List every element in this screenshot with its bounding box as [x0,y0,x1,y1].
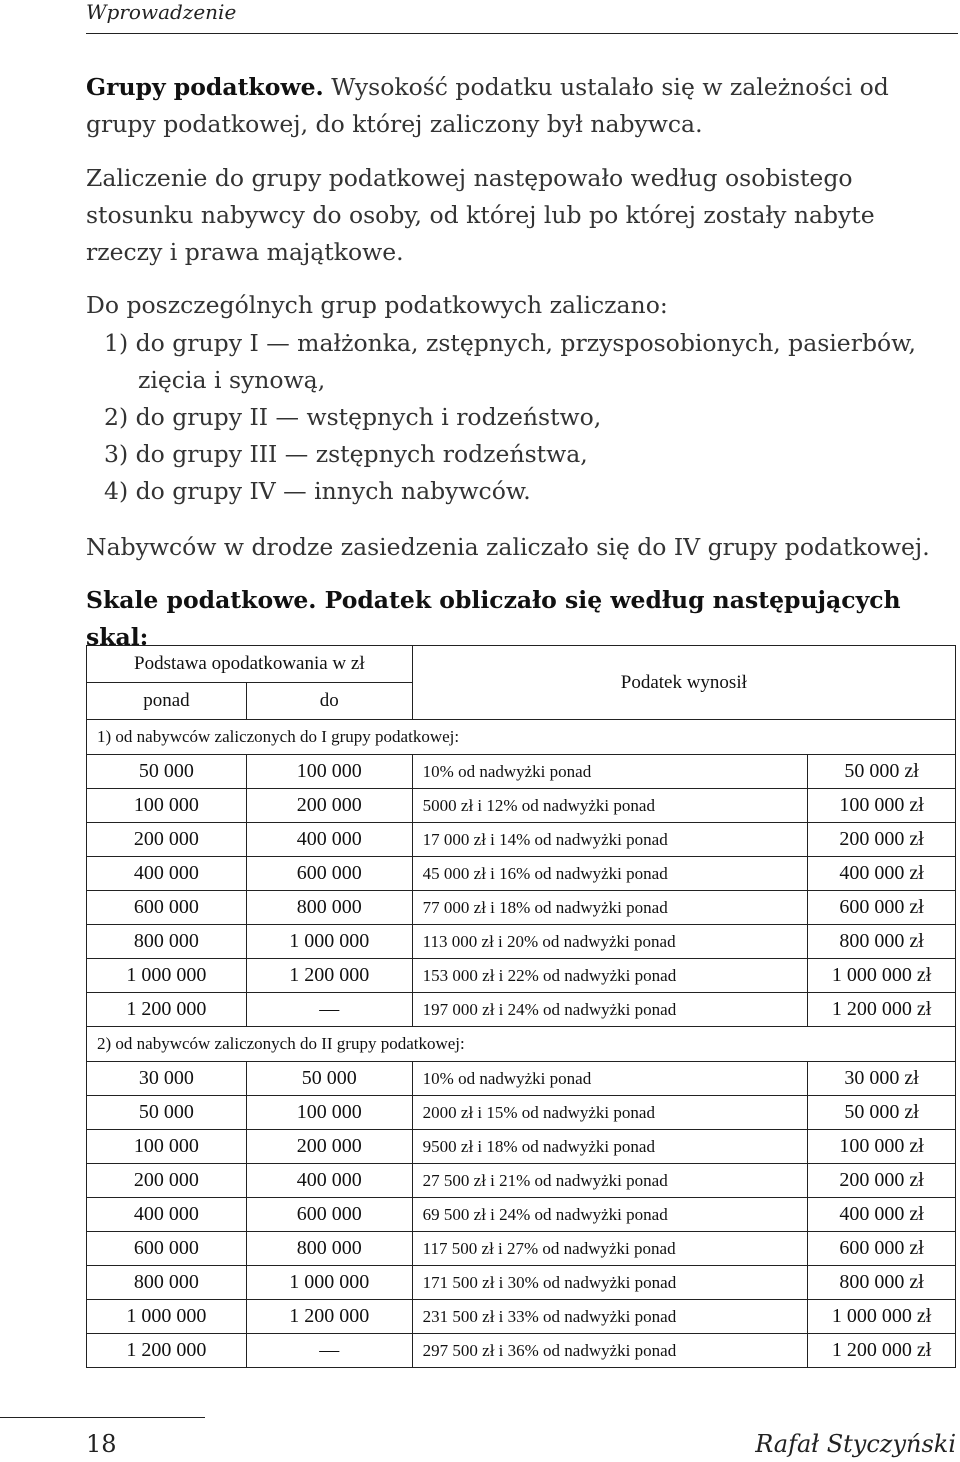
list-item: 1) do grupy I — małżonka, zstępnych, przysposobionych, pasierbów, [104,329,916,357]
table-row [87,857,956,891]
cell-threshold: 600 000 zł [808,1232,956,1266]
cell-tax-formula: 10% od nadwyżki ponad [412,1062,808,1096]
cell-to: — [246,1334,412,1368]
cell-threshold: 100 000 zł [808,1130,956,1164]
cell-threshold: 50 000 zł [808,755,956,789]
list-item: 2) do grupy II — wstępnych i rodzeństwo, [104,403,602,431]
list-item: 3) do grupy III — zstępnych rodzeństwa, [104,440,588,468]
cell-over: 1 200 000 [87,993,247,1027]
cell-to: 600 000 [246,857,412,891]
table-row [87,1232,956,1266]
cell-tax-formula: 153 000 zł i 22% od nadwyżki ponad [412,959,808,993]
cell-threshold: 200 000 zł [808,823,956,857]
footer-rule [0,1417,205,1418]
section-label: 1) od nabywców zaliczonych do I grupy podatkowej: [87,720,956,755]
cell-over: 1 200 000 [87,1334,247,1368]
section-label: 2) od nabywców zaliczonych do II grupy podatkowej: [87,1027,956,1062]
list-item: zięcia i synową, [138,366,326,394]
table-row [87,925,956,959]
cell-tax-formula: 297 500 zł i 36% od nadwyżki ponad [412,1334,808,1368]
cell-tax-formula: 197 000 zł i 24% od nadwyżki ponad [412,993,808,1027]
cell-threshold: 50 000 zł [808,1096,956,1130]
cell-to: 200 000 [246,789,412,823]
header-tax: Podatek wynosił [412,646,955,720]
running-head: Wprowadzenie [86,0,237,24]
cell-over: 50 000 [87,1096,247,1130]
cell-to: — [246,993,412,1027]
cell-to: 100 000 [246,1096,412,1130]
paragraph-assignment: Zaliczenie do grupy podatkowej następowało według osobistego stosunku nabywcy do osoby, od której lub po której zostały nabyte rzeczy i prawa majątkowe. [86,164,875,266]
table-row [87,1096,956,1130]
cell-over: 100 000 [87,789,247,823]
cell-over: 200 000 [87,823,247,857]
header-rule [86,33,958,34]
cell-tax-formula: 69 500 zł i 24% od nadwyżki ponad [412,1198,808,1232]
table-row [87,789,956,823]
cell-over: 400 000 [87,857,247,891]
paragraph-prescription: Nabywców w drodze zasiedzenia zaliczało się do IV grupy podatkowej. [86,533,930,561]
list-item: 4) do grupy IV — innych nabywców. [104,477,531,505]
cell-to: 100 000 [246,755,412,789]
cell-tax-formula: 2000 zł i 15% od nadwyżki ponad [412,1096,808,1130]
cell-to: 400 000 [246,1164,412,1198]
cell-tax-formula: 231 500 zł i 33% od nadwyżki ponad [412,1300,808,1334]
cell-to: 200 000 [246,1130,412,1164]
cell-tax-formula: 10% od nadwyżki ponad [412,755,808,789]
cell-tax-formula: 27 500 zł i 21% od nadwyżki ponad [412,1164,808,1198]
cell-to: 800 000 [246,1232,412,1266]
cell-to: 50 000 [246,1062,412,1096]
cell-to: 1 200 000 [246,1300,412,1334]
cell-tax-formula: 17 000 zł i 14% od nadwyżki ponad [412,823,808,857]
cell-over: 1 000 000 [87,1300,247,1334]
table-row [87,1164,956,1198]
table-row [87,891,956,925]
header-to: do [246,683,412,720]
cell-threshold: 1 000 000 zł [808,959,956,993]
cell-tax-formula: 117 500 zł i 27% od nadwyżki ponad [412,1232,808,1266]
paragraph-text: Wysokość podatku ustalało się w zależności od grupy podatkowej, do której zaliczony był nabywca. [86,73,889,138]
cell-over: 100 000 [87,1130,247,1164]
cell-threshold: 30 000 zł [808,1062,956,1096]
header-over: ponad [87,683,247,720]
cell-tax-formula: 113 000 zł i 20% od nadwyżki ponad [412,925,808,959]
header-base: Podstawa opodatkowania w zł [87,646,413,683]
table-row [87,1300,956,1334]
paragraph-list-intro: Do poszczególnych grup podatkowych zaliczano: [86,291,668,319]
cell-tax-formula: 9500 zł i 18% od nadwyżki ponad [412,1130,808,1164]
table-row [87,823,956,857]
cell-threshold: 1 200 000 zł [808,993,956,1027]
cell-over: 800 000 [87,925,247,959]
cell-tax-formula: 171 500 zł i 30% od nadwyżki ponad [412,1266,808,1300]
table-row [87,1062,956,1096]
table-row [87,1198,956,1232]
cell-threshold: 100 000 zł [808,789,956,823]
table-section-row [87,1027,956,1062]
author-name: Rafał Styczyński [755,1430,956,1458]
cell-threshold: 200 000 zł [808,1164,956,1198]
cell-threshold: 1 200 000 zł [808,1334,956,1368]
table-row [87,755,956,789]
cell-to: 1 200 000 [246,959,412,993]
table-row [87,1130,956,1164]
page-number: 18 [86,1430,117,1458]
cell-over: 800 000 [87,1266,247,1300]
section-heading-scales: Skale podatkowe. Podatek obliczało się według następujących skal: [86,586,901,651]
cell-to: 1 000 000 [246,1266,412,1300]
cell-threshold: 600 000 zł [808,891,956,925]
table-body [87,646,956,1368]
tax-scale-table [86,645,956,1368]
cell-tax-formula: 5000 zł i 12% od nadwyżki ponad [412,789,808,823]
cell-threshold: 800 000 zł [808,1266,956,1300]
cell-over: 30 000 [87,1062,247,1096]
cell-threshold: 800 000 zł [808,925,956,959]
table-row [87,1334,956,1368]
paragraph-lead: Grupy podatkowe. [86,73,324,101]
cell-threshold: 400 000 zł [808,1198,956,1232]
table-section-row [87,720,956,755]
paragraph-tax-groups [86,69,958,143]
cell-over: 50 000 [87,755,247,789]
cell-to: 400 000 [246,823,412,857]
cell-tax-formula: 77 000 zł i 18% od nadwyżki ponad [412,891,808,925]
cell-to: 600 000 [246,1198,412,1232]
cell-threshold: 1 000 000 zł [808,1300,956,1334]
cell-over: 1 000 000 [87,959,247,993]
cell-tax-formula: 45 000 zł i 16% od nadwyżki ponad [412,857,808,891]
cell-to: 1 000 000 [246,925,412,959]
table-row [87,1266,956,1300]
table-header-row [87,646,956,683]
cell-to: 800 000 [246,891,412,925]
cell-over: 600 000 [87,1232,247,1266]
cell-over: 400 000 [87,1198,247,1232]
cell-threshold: 400 000 zł [808,857,956,891]
table-row [87,959,956,993]
table-row [87,993,956,1027]
cell-over: 200 000 [87,1164,247,1198]
cell-over: 600 000 [87,891,247,925]
